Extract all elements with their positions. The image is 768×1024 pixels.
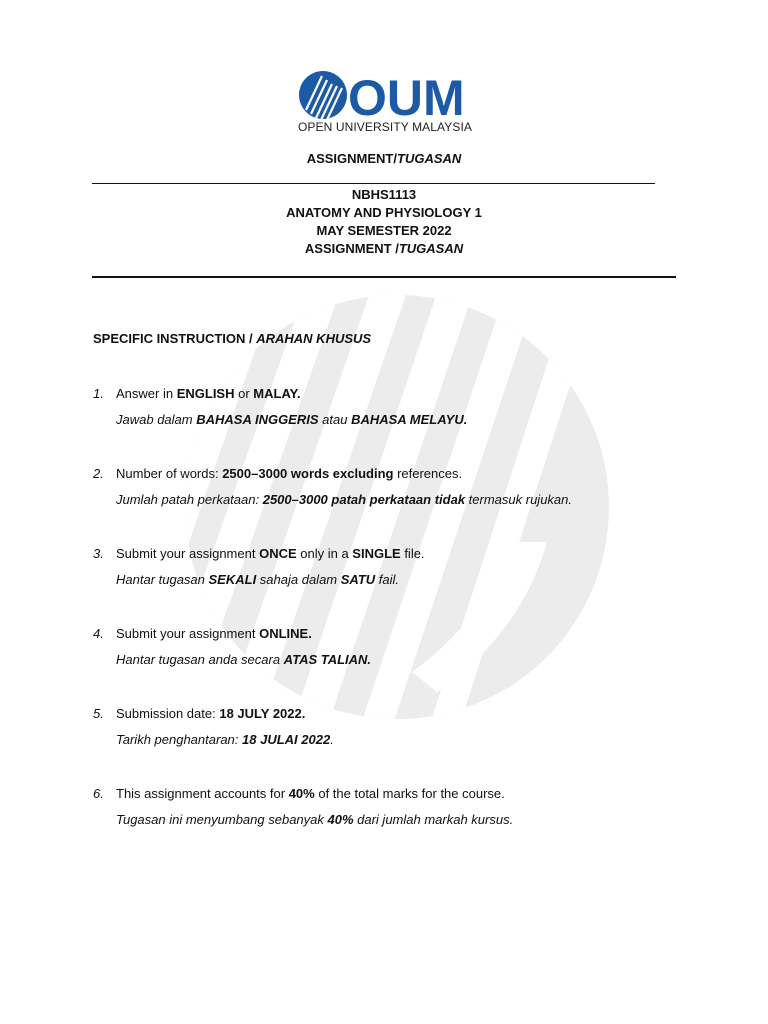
course-code: NBHS1113: [351, 187, 417, 202]
instruction-ms: Hantar tugasan anda secara ATAS TALIAN.: [116, 652, 372, 667]
instruction-en: This assignment accounts for 40% of the total marks for the course.: [116, 786, 505, 801]
instruction-en: Answer in ENGLISH or MALAY.: [116, 386, 301, 401]
instruction-ms: Tarikh penghantaran: 18 JULAI 2022.: [116, 732, 334, 747]
instruction-ms: Jumlah patah perkataan: 2500–3000 patah perkataan tidak termasuk rujukan.: [116, 492, 572, 507]
assignment-cover-page: OUM OPEN UNIVERSITY MALAYSIA ASSIGNMENT/TUGASAN NBHS1113 ANATOMY AND PHYSIOLOGY 1 MAY SEMESTER 2022 ASSIGNMENT /TUGASAN SPECIFIC INSTRUCTION / ARAHAN KHUSUS 1. Answer in ENGLISH or MALAY. Jawab dalam BAHASA INGGERIS atau BAHASA MELAYU. 2. Number of words: 2500–3000 words excluding references. Jumlah patah perkataan: 2500–3000 patah perkataan tidak termasuk rujukan. 3. Submit your assignment ONCE only in a SINGLE file. Hantar tugasan SEKALI sahaja dalam SATU fail. 4. Submit your assignment ONLINE. Hantar tugasan anda secara ATAS TALIAN. 5. Submission date: 18 JULY 2022. Tarikh penghantaran: 18 JULAI 2022. 6. This assignment accounts for 40% of the total marks for the course. Tugasan ini menyumbang sebanyak 40% dari jumlah markah kursus.: [0, 0, 768, 1024]
instruction-en: Number of words: 2500–3000 words excluding references.: [116, 466, 463, 481]
logo-caption: OPEN UNIVERSITY MALAYSIA: [298, 120, 473, 134]
divider-line-thick: [92, 276, 676, 278]
semester: MAY SEMESTER 2022: [316, 223, 452, 238]
divider-line: [92, 183, 655, 184]
assignment-subtitle: ASSIGNMENT /TUGASAN: [304, 241, 464, 256]
instruction-ms: Jawab dalam BAHASA INGGERIS atau BAHASA MELAYU.: [116, 412, 468, 427]
assignment-title: ASSIGNMENT/TUGASAN: [306, 151, 462, 166]
instruction-en: Submit your assignment ONLINE.: [116, 626, 312, 641]
section-heading: SPECIFIC INSTRUCTION / ARAHAN KHUSUS: [93, 331, 372, 346]
course-name: ANATOMY AND PHYSIOLOGY 1: [286, 205, 482, 220]
instruction-en: Submit your assignment ONCE only in a SINGLE file.: [116, 546, 425, 561]
instruction-en: Submission date: 18 JULY 2022.: [116, 706, 306, 721]
instruction-ms: Hantar tugasan SEKALI sahaja dalam SATU fail.: [116, 572, 400, 587]
instruction-ms: Tugasan ini menyumbang sebanyak 40% dari jumlah markah kursus.: [116, 812, 514, 827]
svg-text:OUM: OUM: [348, 70, 465, 126]
